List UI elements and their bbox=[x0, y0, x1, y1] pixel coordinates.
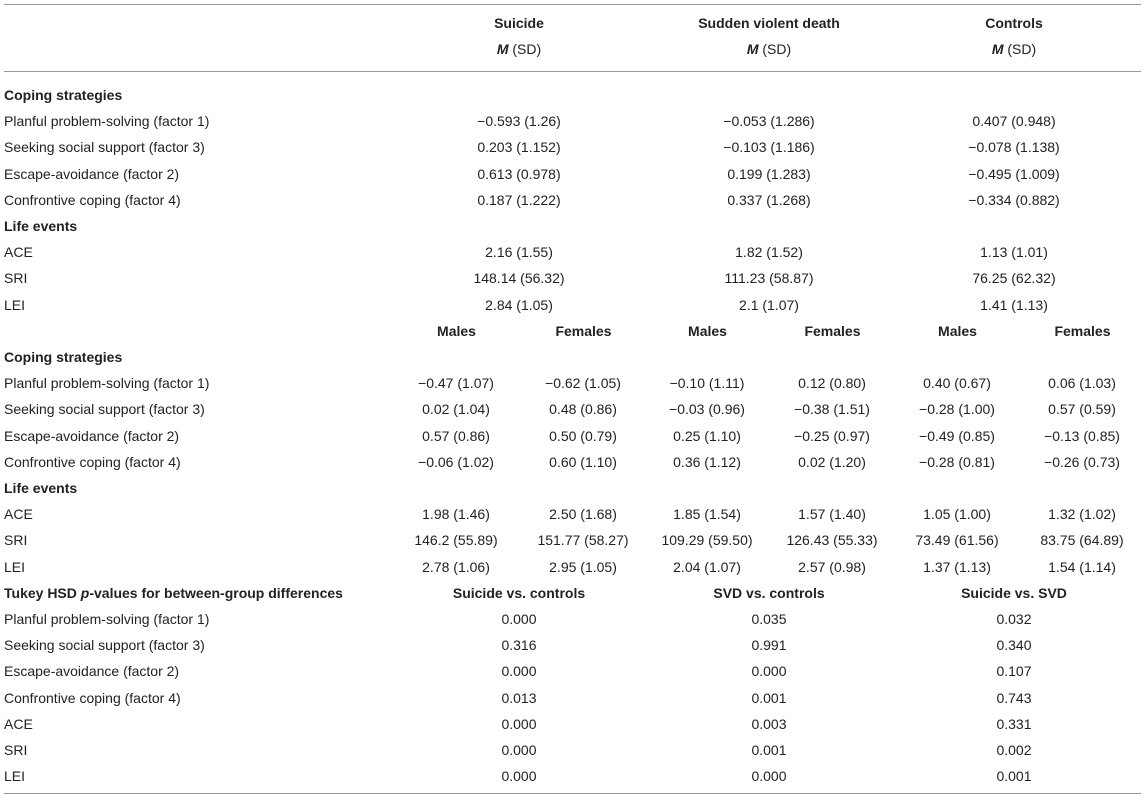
row-value: 0.02 (1.04) bbox=[422, 401, 490, 418]
stat-mean-symbol: M bbox=[991, 41, 1004, 57]
sex-header: Females bbox=[804, 322, 861, 339]
row-value: 0.991 bbox=[751, 637, 787, 654]
row-value: 1.41 (1.13) bbox=[980, 296, 1048, 313]
row-value: 0.02 (1.20) bbox=[798, 453, 866, 470]
row-value: 1.32 (1.02) bbox=[1048, 506, 1116, 523]
row-value: 148.14 (56.32) bbox=[473, 270, 565, 287]
sex-header: Males bbox=[688, 322, 727, 339]
row-value: 0.407 (0.948) bbox=[972, 113, 1056, 130]
row-value: 0.000 bbox=[501, 715, 537, 732]
row-label: Confrontive coping (factor 4) bbox=[4, 689, 181, 706]
row-value: −0.593 (1.26) bbox=[477, 113, 561, 130]
row-value: 0.000 bbox=[751, 768, 787, 785]
row-value: −0.38 (1.51) bbox=[794, 401, 870, 418]
row-label: Escape-avoidance (factor 2) bbox=[4, 165, 180, 182]
row-value: 0.001 bbox=[751, 742, 787, 758]
table-row bbox=[4, 265, 1141, 291]
row-value: 0.743 bbox=[996, 689, 1032, 706]
row-value: 1.37 (1.13) bbox=[923, 558, 991, 575]
row-value: −0.62 (1.05) bbox=[545, 375, 621, 392]
row-value: 0.60 (1.10) bbox=[549, 453, 617, 470]
sex-header: Males bbox=[437, 322, 476, 339]
section-title: Life events bbox=[4, 480, 78, 496]
table-row bbox=[4, 187, 1141, 213]
row-value: 0.032 bbox=[996, 611, 1032, 627]
row-value: −0.25 (0.97) bbox=[794, 427, 870, 444]
row-value: −0.26 (0.73) bbox=[1044, 453, 1120, 470]
stat-sd-label: (SD) bbox=[1003, 41, 1037, 57]
row-value: 0.000 bbox=[501, 768, 537, 785]
row-value: 0.12 (0.80) bbox=[798, 375, 866, 392]
stat-sd-label: (SD) bbox=[758, 41, 792, 57]
sex-header: Males bbox=[938, 322, 977, 339]
row-label: Confrontive coping (factor 4) bbox=[4, 453, 181, 470]
stat-label bbox=[644, 36, 894, 62]
row-value: −0.03 (0.96) bbox=[669, 401, 745, 418]
life-events-title-row bbox=[4, 475, 1141, 501]
table-row bbox=[4, 554, 1141, 580]
row-label: LEI bbox=[4, 768, 26, 785]
row-label: Escape-avoidance (factor 2) bbox=[4, 427, 180, 444]
table-row bbox=[4, 239, 1141, 265]
sex-header: Females bbox=[555, 322, 612, 339]
row-value: −0.103 (1.186) bbox=[723, 139, 815, 156]
row-label: SRI bbox=[4, 270, 28, 287]
row-value: 0.06 (1.03) bbox=[1048, 375, 1116, 392]
table-row bbox=[4, 527, 1141, 553]
table-row bbox=[4, 763, 1141, 789]
row-value: 0.001 bbox=[751, 689, 787, 706]
tukey-title-post: -values for between-group differences bbox=[89, 584, 343, 601]
row-value: 0.000 bbox=[501, 742, 537, 758]
row-value: 0.340 bbox=[996, 637, 1032, 654]
group-header bbox=[889, 4, 1139, 56]
row-value: 111.23 (58.87) bbox=[724, 270, 814, 287]
row-label: LEI bbox=[4, 558, 26, 575]
row-value: 2.78 (1.06) bbox=[422, 558, 490, 575]
row-value: 0.50 (0.79) bbox=[549, 427, 617, 444]
row-value: −0.495 (1.009) bbox=[968, 165, 1060, 182]
row-value: 0.25 (1.10) bbox=[673, 427, 741, 444]
row-value: 1.13 (1.01) bbox=[980, 244, 1048, 261]
row-value: 1.05 (1.00) bbox=[923, 506, 991, 523]
row-value: −0.28 (1.00) bbox=[919, 401, 995, 418]
stat-sd-label: (SD) bbox=[508, 41, 542, 57]
section-title: Coping strategies bbox=[4, 349, 123, 365]
table-row bbox=[4, 685, 1141, 711]
group-header-label: Suicide bbox=[494, 15, 544, 31]
row-value: 0.199 (1.283) bbox=[727, 165, 811, 182]
row-value: 0.000 bbox=[501, 663, 537, 680]
row-value: −0.078 (1.138) bbox=[968, 139, 1060, 156]
tukey-title-pre: Tukey HSD bbox=[4, 584, 81, 601]
header-rule bbox=[4, 71, 1141, 72]
row-label: LEI bbox=[4, 296, 26, 313]
row-value: 0.316 bbox=[501, 637, 537, 654]
comparison-header: Suicide vs. controls bbox=[452, 584, 586, 601]
table-row bbox=[4, 423, 1141, 449]
row-value: 0.337 (1.268) bbox=[727, 191, 811, 208]
table-row bbox=[4, 161, 1141, 187]
table-row bbox=[4, 606, 1141, 632]
row-value: −0.49 (0.85) bbox=[919, 427, 995, 444]
sex-header-row bbox=[4, 318, 1141, 344]
row-value: 0.035 bbox=[751, 611, 787, 627]
row-value: 76.25 (62.32) bbox=[972, 270, 1056, 287]
section-title: Life events bbox=[4, 218, 78, 234]
coping-title-row bbox=[4, 82, 1141, 108]
row-label: SRI bbox=[4, 742, 28, 758]
table-row bbox=[4, 658, 1141, 684]
table-row bbox=[4, 396, 1141, 422]
table-row bbox=[4, 449, 1141, 475]
row-value: 0.002 bbox=[996, 742, 1032, 758]
row-value: 1.85 (1.54) bbox=[673, 506, 741, 523]
row-value: 0.000 bbox=[501, 611, 537, 627]
row-label: Seeking social support (factor 3) bbox=[4, 139, 205, 156]
row-label: Seeking social support (factor 3) bbox=[4, 637, 205, 654]
group-header-label: Sudden violent death bbox=[698, 15, 840, 31]
row-value: 151.77 (58.27) bbox=[537, 532, 629, 549]
table-row bbox=[4, 737, 1141, 763]
row-value: 0.000 bbox=[751, 663, 787, 680]
stat-label bbox=[889, 36, 1139, 62]
row-value: 109.29 (59.50) bbox=[661, 532, 753, 549]
row-label: Planful problem-solving (factor 1) bbox=[4, 113, 210, 130]
row-value: 0.013 bbox=[501, 689, 537, 706]
section-title: Coping strategies bbox=[4, 87, 123, 103]
row-value: 2.95 (1.05) bbox=[549, 558, 617, 575]
row-value: 0.331 bbox=[996, 715, 1032, 732]
table-row bbox=[4, 134, 1141, 160]
row-value: −0.47 (1.07) bbox=[418, 375, 494, 392]
row-value: 0.107 bbox=[996, 663, 1032, 680]
row-value: 0.613 (0.978) bbox=[477, 165, 561, 182]
group-header bbox=[394, 4, 644, 56]
table-row bbox=[4, 501, 1141, 527]
table-row bbox=[4, 292, 1141, 318]
table-row bbox=[4, 632, 1141, 658]
table-row bbox=[4, 108, 1141, 134]
row-value: 2.16 (1.55) bbox=[485, 244, 553, 261]
row-value: 0.003 bbox=[751, 715, 787, 732]
row-value: 2.1 (1.07) bbox=[739, 296, 799, 313]
table-row bbox=[4, 711, 1141, 737]
row-value: −0.053 (1.286) bbox=[723, 113, 815, 130]
row-value: 83.75 (64.89) bbox=[1040, 532, 1124, 549]
row-value: 126.43 (55.33) bbox=[786, 532, 878, 549]
row-value: 0.57 (0.59) bbox=[1048, 401, 1116, 418]
comparison-header: SVD vs. controls bbox=[713, 584, 825, 601]
comparison-header: Suicide vs. SVD bbox=[961, 584, 1067, 601]
row-value: 0.187 (1.222) bbox=[477, 191, 561, 208]
row-label: Escape-avoidance (factor 2) bbox=[4, 663, 180, 680]
group-header-label: Controls bbox=[985, 15, 1043, 31]
row-value: 0.40 (0.67) bbox=[923, 375, 991, 392]
stat-mean-symbol: M bbox=[746, 41, 759, 57]
row-value: 1.82 (1.52) bbox=[735, 244, 803, 261]
row-value: 1.54 (1.14) bbox=[1048, 558, 1116, 575]
tukey-title-italic: p bbox=[80, 584, 90, 601]
coping-title-row bbox=[4, 344, 1141, 370]
row-value: 0.57 (0.86) bbox=[422, 427, 490, 444]
row-value: 0.48 (0.86) bbox=[549, 401, 617, 418]
row-value: 1.57 (1.40) bbox=[798, 506, 866, 523]
row-value: −0.334 (0.882) bbox=[968, 191, 1060, 208]
row-label: Seeking social support (factor 3) bbox=[4, 401, 205, 418]
row-value: −0.10 (1.11) bbox=[669, 375, 745, 392]
bottom-rule bbox=[4, 793, 1141, 794]
row-label: Planful problem-solving (factor 1) bbox=[4, 611, 210, 627]
row-value: 2.04 (1.07) bbox=[673, 558, 741, 575]
group-header bbox=[644, 4, 894, 56]
row-value: −0.06 (1.02) bbox=[418, 453, 494, 470]
row-value: 0.36 (1.12) bbox=[673, 453, 741, 470]
row-value: 73.49 (61.56) bbox=[915, 532, 999, 549]
tukey-title bbox=[4, 580, 404, 606]
row-value: 0.001 bbox=[996, 768, 1032, 785]
sex-header: Females bbox=[1054, 322, 1111, 339]
row-label: Confrontive coping (factor 4) bbox=[4, 191, 181, 208]
row-label: ACE bbox=[4, 244, 33, 261]
row-value: 2.50 (1.68) bbox=[549, 506, 617, 523]
row-value: −0.28 (0.81) bbox=[919, 453, 995, 470]
life-events-title-row bbox=[4, 213, 1141, 239]
row-label: ACE bbox=[4, 506, 33, 523]
row-value: 0.203 (1.152) bbox=[477, 139, 561, 156]
row-value: 146.2 (55.89) bbox=[414, 532, 498, 549]
row-value: 2.84 (1.05) bbox=[485, 296, 553, 313]
row-value: 1.98 (1.46) bbox=[422, 506, 490, 523]
row-value: −0.13 (0.85) bbox=[1044, 427, 1120, 444]
stat-mean-symbol: M bbox=[496, 41, 509, 57]
row-label: Planful problem-solving (factor 1) bbox=[4, 375, 210, 392]
tukey-title-row bbox=[4, 580, 1141, 606]
row-value: 2.57 (0.98) bbox=[798, 558, 866, 575]
table-row bbox=[4, 370, 1141, 396]
stat-label bbox=[394, 36, 644, 62]
row-label: SRI bbox=[4, 532, 28, 549]
row-label: ACE bbox=[4, 715, 33, 732]
